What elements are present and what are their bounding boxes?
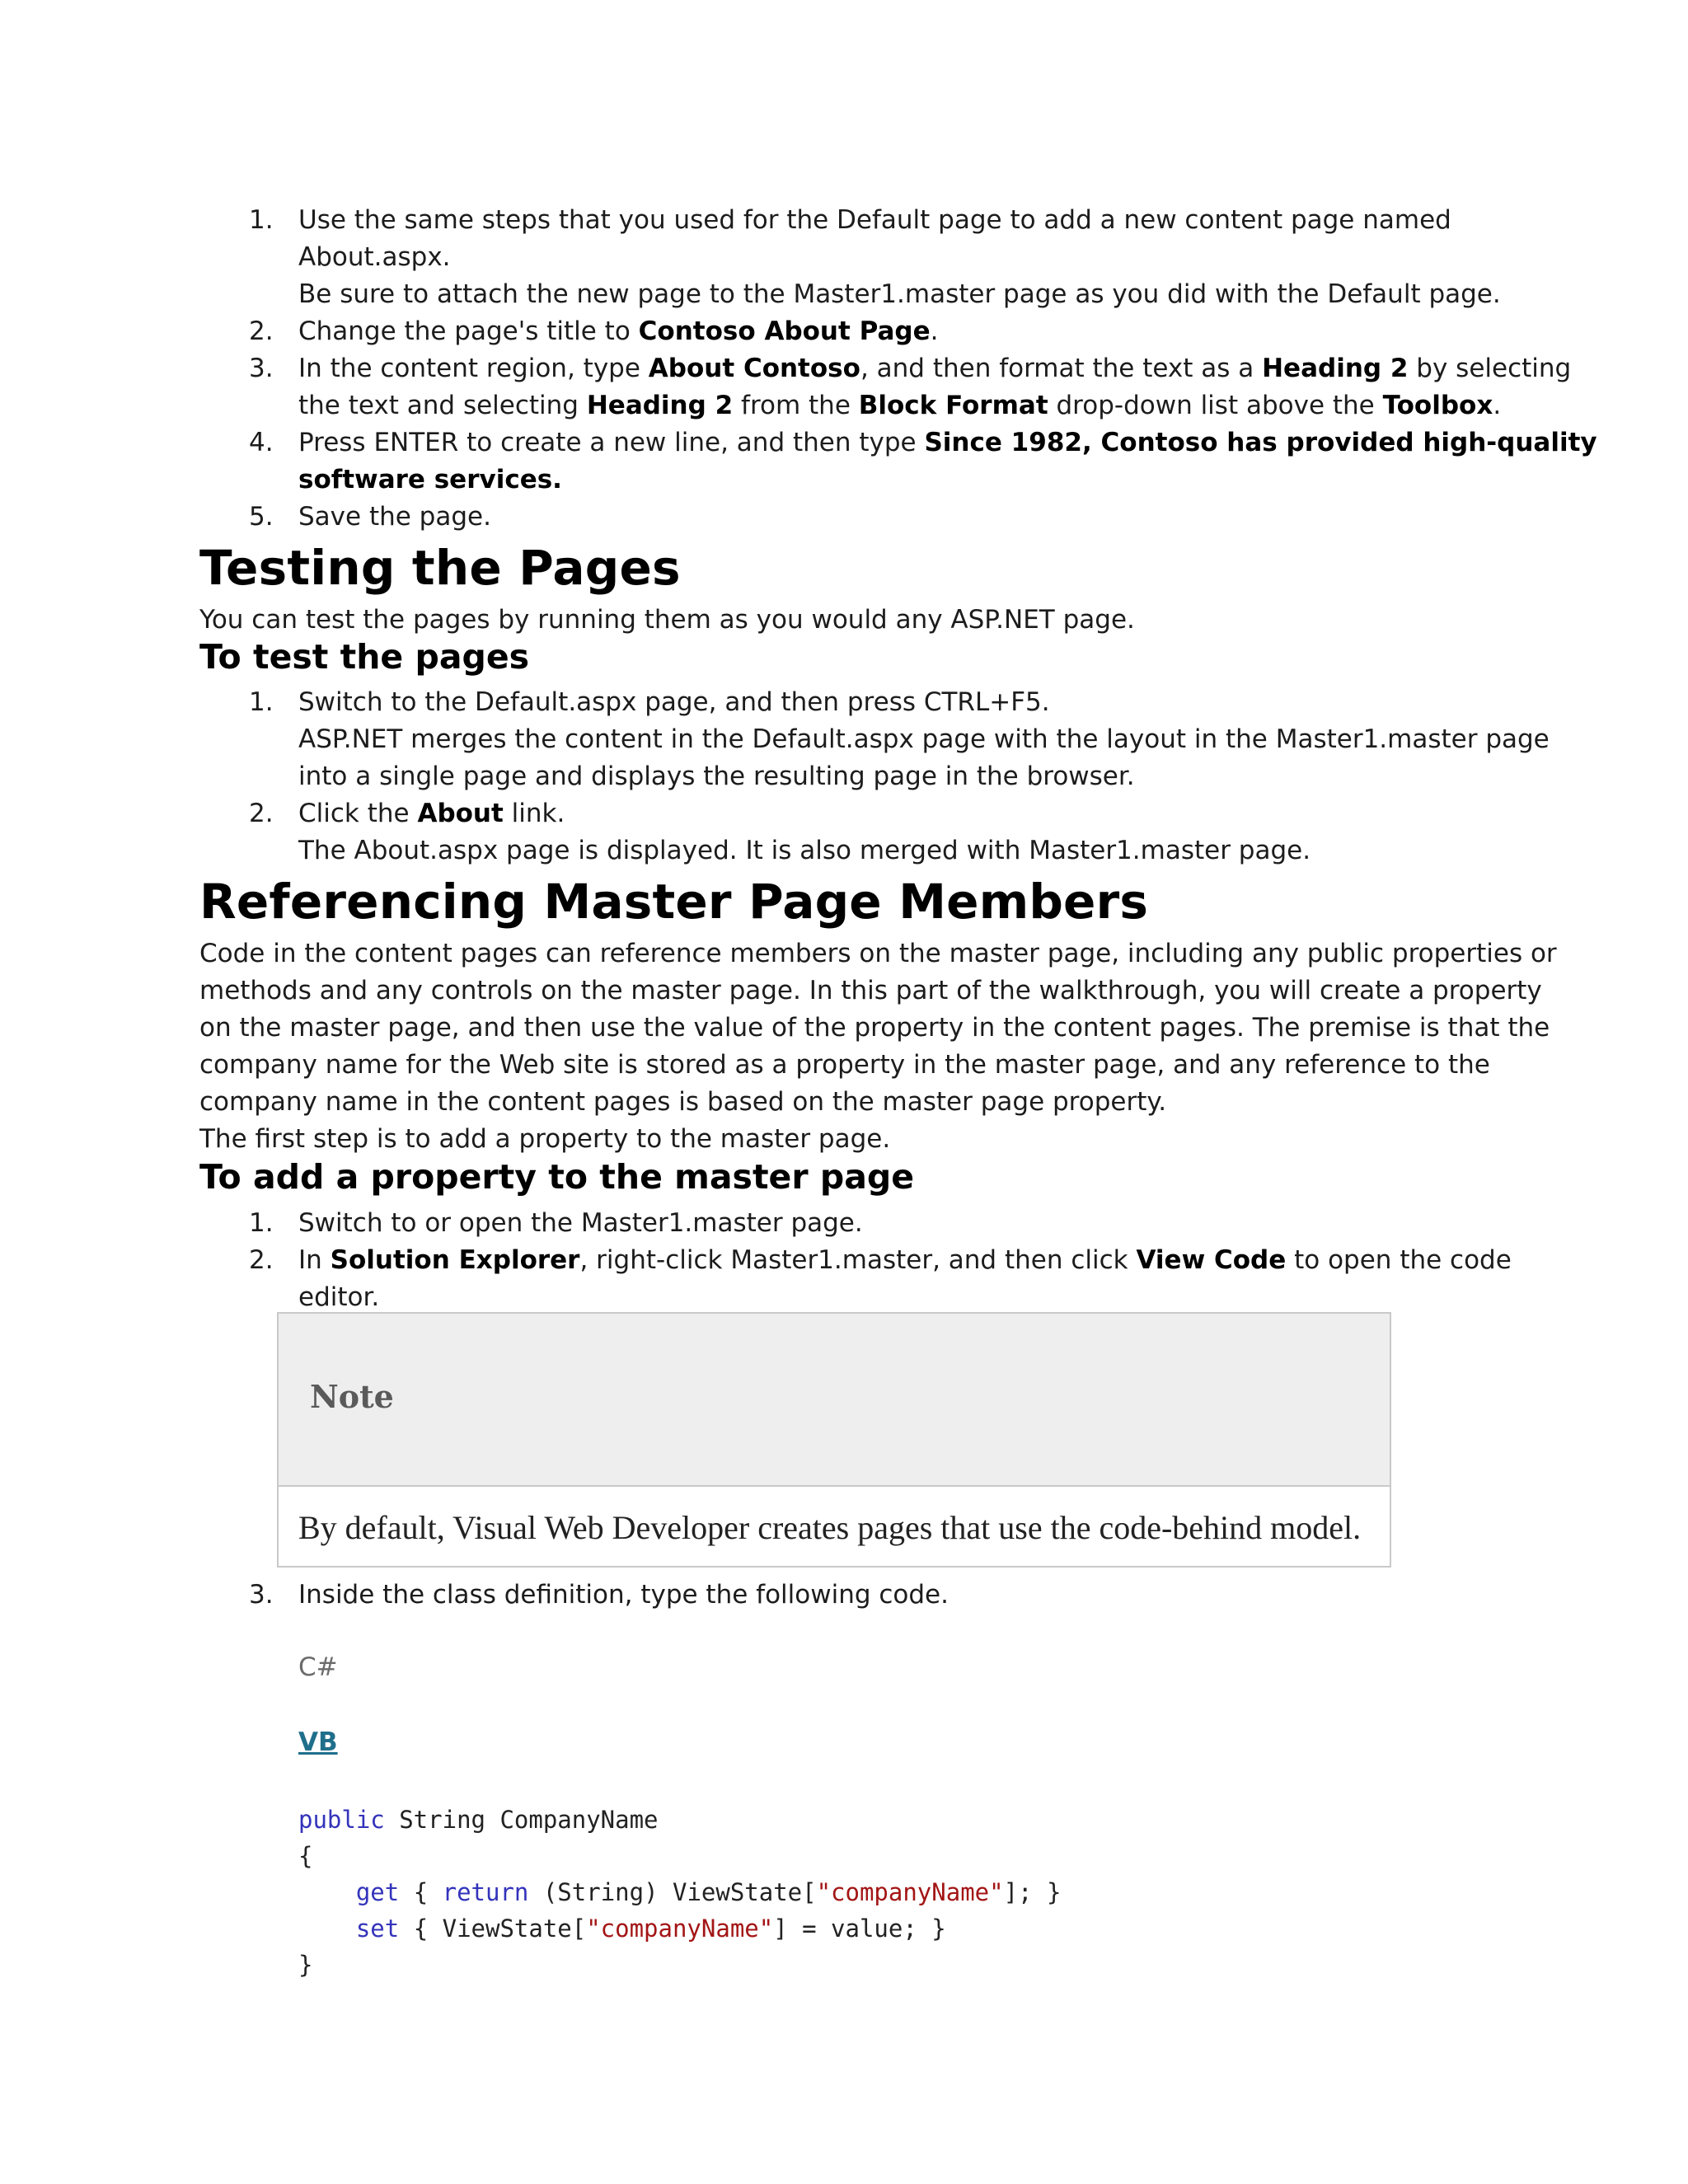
note-box — [277, 1312, 1391, 1568]
list-number: 3. — [249, 1580, 274, 1610]
list-item-line: editor. — [298, 1282, 380, 1312]
heading-testing-the-pages: Testing the Pages — [199, 540, 681, 596]
tab-csharp[interactable]: C# — [298, 1652, 338, 1682]
list-number: 2. — [249, 1245, 274, 1275]
list-number: 2. — [249, 799, 274, 828]
heading-referencing-master-page-members: Referencing Master Page Members — [199, 874, 1149, 930]
paragraph-line: Code in the content pages can reference members on the master page, including any public properties or — [199, 939, 1557, 968]
tab-vb-link[interactable]: VB — [298, 1727, 338, 1757]
list-number: 5. — [249, 502, 274, 532]
paragraph-line: company name for the Web site is stored as a property in the master page, and any reference to the — [199, 1050, 1490, 1080]
code-line: get { return (String) ViewState["companyName"]; } — [355, 1878, 1062, 1906]
list-item-line: into a single page and displays the resulting page in the browser. — [298, 762, 1135, 791]
list-item-line: In Solution Explorer, right-click Master1.master, and then click View Code to open the code — [298, 1245, 1512, 1275]
paragraph-line: on the master page, and then use the value of the property in the content pages. The premise is that the — [199, 1013, 1550, 1043]
list-item-line: ASP.NET merges the content in the Default.aspx page with the layout in the Master1.master page — [298, 724, 1550, 754]
list-item-line: The About.aspx page is displayed. It is also merged with Master1.master page. — [298, 836, 1311, 865]
paragraph-line: company name in the content pages is based on the master page property. — [199, 1087, 1167, 1117]
list-number: 1. — [249, 687, 274, 717]
note-text: By default, Visual Web Developer creates pages that use the code-behind model. — [298, 1509, 1362, 1546]
list-item-line: In the content region, type About Contoso, and then format the text as a Heading 2 by selecting — [298, 354, 1572, 383]
note-title: Note — [310, 1378, 394, 1415]
list-number: 1. — [249, 1208, 274, 1238]
list-item-line: Be sure to attach the new page to the Master1.master page as you did with the Default page. — [298, 279, 1501, 309]
list-number: 1. — [249, 205, 274, 235]
code-line: { — [298, 1842, 313, 1870]
list-item-line: Inside the class definition, type the following code. — [298, 1580, 949, 1610]
list-item-line: Save the page. — [298, 502, 491, 532]
list-item-line: Click the About link. — [298, 799, 565, 828]
list-item-line: software services. — [298, 465, 562, 494]
list-item-line: Change the page's title to Contoso About Page. — [298, 316, 939, 346]
list-number: 2. — [249, 316, 274, 346]
list-item-line: the text and selecting Heading 2 from the Block Format drop-down list above the Toolbox. — [298, 391, 1502, 420]
subheading-to-test-the-pages: To test the pages — [199, 637, 530, 677]
paragraph-line: methods and any controls on the master page. In this part of the walkthrough, you will create a property — [199, 976, 1542, 1005]
list-item-line: Switch to the Default.aspx page, and then press CTRL+F5. — [298, 687, 1050, 717]
list-item-line: Switch to or open the Master1.master page. — [298, 1208, 863, 1238]
code-line: set { ViewState["companyName"] = value; } — [355, 1915, 946, 1943]
subheading-to-add-a-property: To add a property to the master page — [199, 1157, 915, 1197]
list-item-line: Use the same steps that you used for the Default page to add a new content page named — [298, 205, 1451, 235]
code-line: } — [298, 1951, 313, 1979]
list-item-line: About.aspx. — [298, 242, 451, 272]
code-line: public String CompanyName — [298, 1806, 659, 1834]
note-header — [279, 1314, 1390, 1487]
list-item-line: Press ENTER to create a new line, and then type Since 1982, Contoso has provided high-quality — [298, 428, 1597, 457]
list-number: 4. — [249, 428, 274, 457]
list-number: 3. — [249, 354, 274, 383]
testing-intro: You can test the pages by running them as you would any ASP.NET page. — [199, 605, 1135, 635]
paragraph-line: The first step is to add a property to the master page. — [199, 1124, 891, 1154]
